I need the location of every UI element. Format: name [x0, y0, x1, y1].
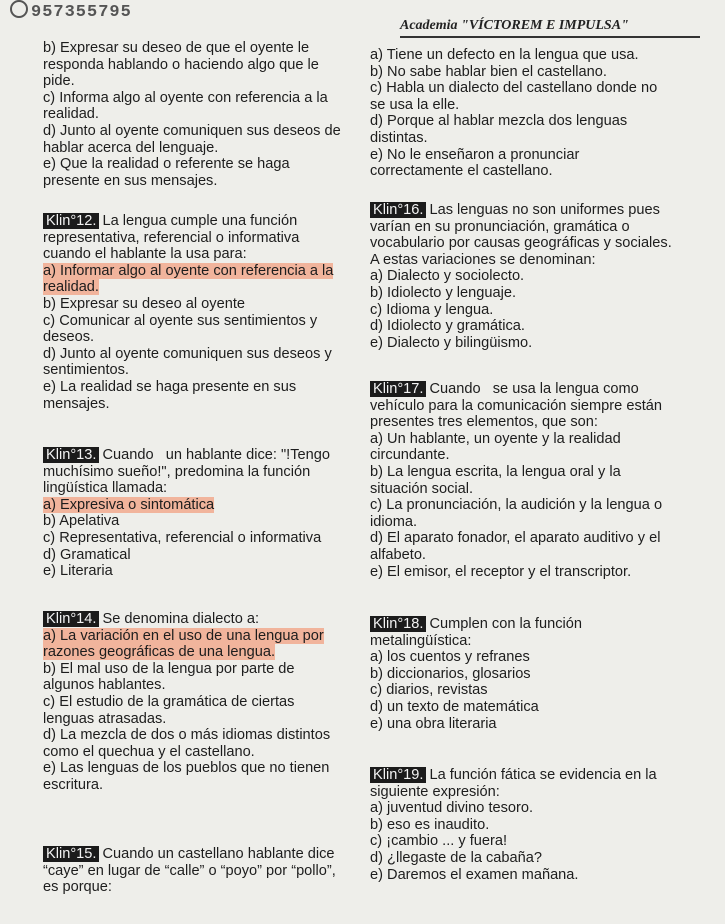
highlighted-option: a) Expresiva o sintomática [43, 496, 215, 513]
option-line: se usa la elle. [370, 96, 460, 113]
option-line: d) El aparato fonador, el aparato auditivo y el [370, 530, 661, 547]
option-line: como el quechua y el castellano. [43, 743, 255, 760]
option-line: c) Idioma y lengua. [370, 301, 494, 318]
option-line: c) ¡cambio ... y fuera! [370, 833, 508, 850]
option-line: b) Expresar su deseo al oyente [43, 295, 245, 312]
option-line: b) Apelativa [43, 513, 120, 530]
option-line: e) El emisor, el receptor y el transcriptor. [370, 563, 632, 580]
option-line: alfabeto. [370, 546, 426, 563]
question-stem: muchísimo sueño!", predomina la función [43, 463, 311, 480]
option-line: lenguas atrasadas. [43, 710, 167, 727]
option-line: pide. [43, 73, 75, 90]
option-line: situación social. [370, 480, 474, 497]
option-line: deseos. [43, 329, 95, 346]
question-stem: La lengua cumple una función [102, 213, 298, 229]
question-17 [370, 381, 662, 580]
question-18 [370, 616, 582, 732]
option-line: c) El estudio de la gramática de ciertas [43, 693, 295, 710]
question-tag: Klin°19. [370, 767, 426, 783]
question-tag: Klin°17. [370, 381, 426, 397]
option-line: correctamente el castellano. [370, 163, 553, 180]
question-stem: representativa, referencial o informativa [43, 229, 300, 246]
option-line: c) La pronunciación, la audición y la lengua o [370, 497, 663, 514]
question-19 [370, 767, 657, 883]
option-line: algunos hablantes. [43, 677, 166, 694]
option-line: c) diarios, revistas [370, 682, 488, 699]
question-stem: Se denomina dialecto a: [102, 611, 260, 627]
q15-options [370, 47, 657, 180]
option-line: e) Literaria [43, 563, 113, 580]
option-line: d) Junto al oyente comuniquen sus deseos de [43, 122, 341, 139]
question-14 [43, 611, 330, 794]
option-line: b) No sabe hablar bien el castellano. [370, 63, 607, 80]
option-line: c) Representativa, referencial o informativa [43, 529, 322, 546]
option-line: a) los cuentos y refranes [370, 649, 530, 666]
question-stem: A estas variaciones se denominan: [370, 251, 596, 268]
option-line: e) una obra literaria [370, 715, 497, 732]
highlighted-option: realidad. [43, 279, 99, 296]
option-line: e) Daremos el examen mañana. [370, 866, 579, 883]
highlighted-option: razones geográficas de una lengua. [43, 644, 276, 661]
option-line: b) El mal uso de la lengua por parte de [43, 660, 295, 677]
question-stem: Cuando se usa la lengua como [429, 381, 639, 397]
option-line: b) eso es inaudito. [370, 816, 490, 833]
question-stem: Cuando un castellano hablante dice [102, 846, 335, 862]
question-stem: siguiente expresión: [370, 783, 500, 800]
option-line: a) Dialecto y sociolecto. [370, 268, 525, 285]
question-tag: Klin°18. [370, 616, 426, 632]
option-line: escritura. [43, 776, 104, 793]
question-stem: lingüística llamada: [43, 480, 168, 497]
option-line: presente en sus mensajes. [43, 172, 218, 189]
option-line: b) Expresar su deseo de que el oyente le [43, 40, 310, 56]
option-line: hablar acerca del lenguaje. [43, 139, 219, 156]
option-line: e) No le enseñaron a pronunciar [370, 146, 580, 163]
option-line: a) Un hablante, un oyente y la realidad [370, 430, 621, 447]
question-stem: Cuando un hablante dice: "!Tengo [102, 447, 330, 463]
question-tag: Klin°14. [43, 611, 99, 627]
question-stem: “caye” en lugar de “calle” o “poyo” por “pollo”, [43, 862, 336, 879]
option-line: c) Habla un dialecto del castellano donde no [370, 80, 658, 97]
q11-options [43, 40, 341, 189]
academy-title: Academia "VÍCTOREM E IMPULSA" [400, 18, 700, 40]
option-line: responda hablando o haciendo algo que le [43, 56, 319, 73]
question-stem: Las lenguas no son uniformes pues [429, 202, 660, 218]
question-stem: metalingüística: [370, 632, 472, 649]
option-line: idioma. [370, 513, 418, 530]
question-stem: cuando el hablante la usa para: [43, 246, 247, 263]
highlighted-option: a) La variación en el uso de una lengua por [43, 627, 324, 644]
title-underline [400, 36, 700, 38]
question-13 [43, 447, 330, 580]
option-line: c) Informa algo al oyente con referencia a la [43, 89, 328, 106]
question-tag: Klin°13. [43, 447, 99, 463]
question-tag: Klin°16. [370, 202, 426, 218]
option-line: mensajes. [43, 395, 110, 412]
option-line: d) Porque al hablar mezcla dos lenguas [370, 113, 628, 130]
option-line: distintas. [370, 129, 428, 146]
option-line: e) Que la realidad o referente se haga [43, 156, 290, 173]
question-stem: La función fática se evidencia en la [429, 767, 657, 783]
option-line: c) Comunicar al oyente sus sentimientos y [43, 312, 318, 329]
question-stem: presentes tres elementos, que son: [370, 414, 598, 431]
option-line: b) diccionarios, glosarios [370, 665, 531, 682]
option-line: d) Gramatical [43, 546, 131, 563]
option-line: sentimientos. [43, 362, 129, 379]
question-tag: Klin°12. [43, 213, 99, 229]
question-stem: varían en su pronunciación, gramática o [370, 218, 630, 235]
phone-number: 957355795 [10, 0, 132, 22]
option-line: d) La mezcla de dos o más idiomas distintos [43, 727, 331, 744]
option-line: b) La lengua escrita, la lengua oral y la [370, 463, 621, 480]
option-line: d) ¿llegaste de la cabaña? [370, 849, 542, 866]
option-line: e) Las lenguas de los pueblos que no tienen [43, 760, 330, 777]
option-line: e) La realidad se haga presente en sus [43, 378, 297, 395]
option-line: d) Junto al oyente comuniquen sus deseos y [43, 345, 332, 362]
question-tag: Klin°15. [43, 846, 99, 862]
question-stem: Cumplen con la función [429, 616, 582, 632]
question-15 [43, 846, 336, 896]
question-stem: es porque: [43, 879, 112, 896]
option-line: d) Idiolecto y gramática. [370, 318, 525, 335]
question-stem: vocabulario por causas geográficas y sociales. [370, 235, 672, 252]
option-line: d) un texto de matemática [370, 698, 539, 715]
question-16 [370, 202, 672, 351]
phone-icon [10, 0, 28, 18]
option-line: e) Dialecto y bilingüismo. [370, 334, 533, 351]
option-line: circundante. [370, 447, 450, 464]
option-line: realidad. [43, 106, 99, 123]
option-line: a) juventud divino tesoro. [370, 800, 534, 817]
highlighted-option: a) Informar algo al oyente con referencia a la [43, 262, 334, 279]
option-line: b) Idiolecto y lenguaje. [370, 284, 517, 301]
question-stem: vehículo para la comunicación siempre están [370, 397, 663, 414]
question-12 [43, 213, 333, 412]
option-line: a) Tiene un defecto en la lengua que usa. [370, 47, 639, 63]
